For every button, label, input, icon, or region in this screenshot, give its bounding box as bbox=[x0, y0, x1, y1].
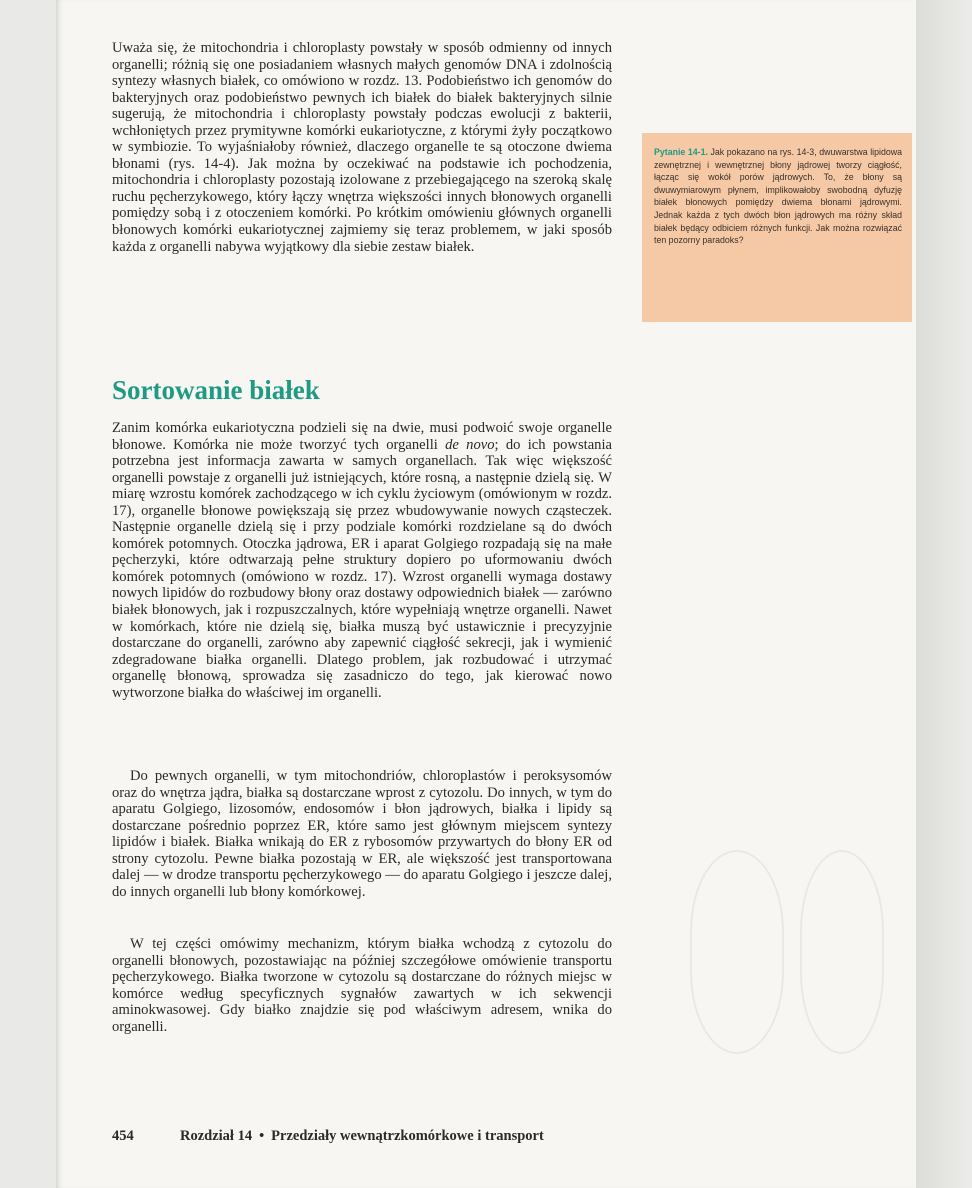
question-box bbox=[642, 133, 912, 322]
footer-separator: • bbox=[259, 1128, 265, 1144]
question-label: Pytanie 14-1. bbox=[654, 147, 708, 157]
page-edge bbox=[916, 0, 972, 1188]
chapter-title: Przedziały wewnątrzkomórkowe i transport bbox=[271, 1128, 544, 1144]
section-heading: Sortowanie białek bbox=[112, 375, 320, 405]
section-paragraph-1-italic: de novo bbox=[445, 436, 495, 453]
section-paragraph-1-before: Zanim komórka eukariotyczna podzieli się na dwie, musi podwoić swoje organelle błonowe. Komórka nie może tworzyć tych organelli bbox=[112, 420, 612, 453]
section-paragraph-1 bbox=[112, 420, 612, 701]
bleed-through-shape bbox=[690, 850, 784, 1054]
intro-paragraph bbox=[112, 40, 612, 255]
page-number: 454 bbox=[112, 1128, 134, 1144]
bleed-through-shape bbox=[800, 850, 884, 1054]
section-paragraph-2 bbox=[112, 768, 612, 900]
section-paragraph-3 bbox=[112, 936, 612, 1035]
section-paragraph-1-after: ; do ich powstania potrzebna jest informacja zawarta w samych organellach. Tak więc większość organelli powstaje z organelli już istniejących, które rosną, a następnie dzielą się. W miarę wzrostu komórek zachodzącego w ich cyklu życiowym (omówionym w rozdz. 17), organelle błonowe powiększają się przez wbudowywanie nowych cząsteczek. Następnie organelle dzielą się i przy podziale komórki rozdzielane są do dwóch komórek potomnych. Otoczka jądrowa, ER i aparat Golgiego rozpadają się na małe pęcherzyki, które odtwarzają pełne struktury dopiero po uformowaniu dwóch komórek potomnych (omówiono w rozdz. 17). Wzrost organelli wymaga dostawy nowych lipidów do rozbudowy błony oraz dostawy odpowiednich białek — zarówno białek błonowych, jak i rozpuszczalnych, które wypełniają wnętrze organelli. Nawet w komórkach, które nie dzielą się, białka muszą być ustawicznie i precyzyjnie dostarczane do organelli, zarówno aby zapewnić ciągłość sekrecji, jak i wymienić zdegradowane białka organelli. Dlatego problem, jak rozbudować i utrzymać organellę błonową, sprowadza się zasadniczo do tego, jak kierować nowo wytworzone białka do właściwej im organelli. bbox=[112, 436, 612, 701]
intro-paragraph-text: Uważa się, że mitochondria i chloroplasty powstały w sposób odmienny od innych organelli; różnią się one posiadaniem własnych małych genomów DNA i zdolnością syntezy własnych białek, co omówiono w rozdz. 13. Podobieństwo ich genomów do bakteryjnych oraz podobieństwo pewnych ich białek do białek bakteryjnych silnie sugerują, że mitochondria i chloroplasty powstały podczas ewolucji z bakterii, wchłoniętych przez prymitywne komórki eukariotyczne, z którymi żyły początkowo w symbiozie. To wyjaśniałoby również, dlaczego organelle te są otoczone dwiema błonami (rys. 14-4). Jak można by oczekiwać na podstawie ich pochodzenia, mitochondria i chloroplasty pozostają izolowane z przebiegającego na szeroką skalę ruchu pęcherzykowego, który łączy wnętrza większości innych błonowych organelli pomiędzy sobą i z otoczeniem komórki. Po krótkim omówieniu głównych organelli błonowych komórki eukariotycznej zajmiemy się teraz problemem, w jaki sposób każda z organelli nabywa wyjątkowy dla siebie zestaw białek. bbox=[112, 40, 612, 255]
chapter-label: Rozdział 14 bbox=[180, 1128, 253, 1144]
question-text: Jak pokazano na rys. 14-3, dwuwarstwa lipidowa zewnętrznej i wewnętrznej błony jądrowej tworzy ciągłość, łącząc się wokół porów jądrowych. To, że błony są dwuwymiarowym płynem, implikowałoby swobodną dyfuzję białek błonowych pomiędzy dwiema błonami jądrowymi. Jednak każda z tych dwóch błon jądrowych ma różny skład białek będący odbiciem różnych funkcji. Jak można rozwiązać ten pozorny paradoks? bbox=[654, 147, 902, 246]
page-footer bbox=[112, 1128, 544, 1145]
section-paragraph-2-text: Do pewnych organelli, w tym mitochondriów, chloroplastów i peroksysomów oraz do wnętrza jądra, białka są dostarczane wprost z cytozolu. Do innych, w tym do aparatu Golgiego, lizosomów, endosomów i błon jądrowych, białka i lipidy są dostarczane pośrednio poprzez ER, które samo jest głównym miejscem syntezy lipidów i białek. Białka wnikają do ER z rybosomów przywartych do błony ER od strony cytozolu. Pewne białka pozostają w ER, ale większość jest transportowana dalej — w drodze transportu pęcherzykowego — do aparatu Golgiego i jeszcze dalej, do innych organelli lub błony komórkowej. bbox=[112, 768, 612, 900]
section-paragraph-3-text: W tej części omówimy mechanizm, którym białka wchodzą z cytozolu do organelli błonowych, pozostawiając na później szczegółowe omówienie transportu pęcherzykowego. Białka tworzone w cytozolu są dostarczane do różnych miejsc w komórce według specyficznych sygnałów zawartych w ich sekwencji aminokwasowej. Gdy białko znajdzie się pod właściwym adresem, wnika do organelli. bbox=[112, 936, 612, 1035]
